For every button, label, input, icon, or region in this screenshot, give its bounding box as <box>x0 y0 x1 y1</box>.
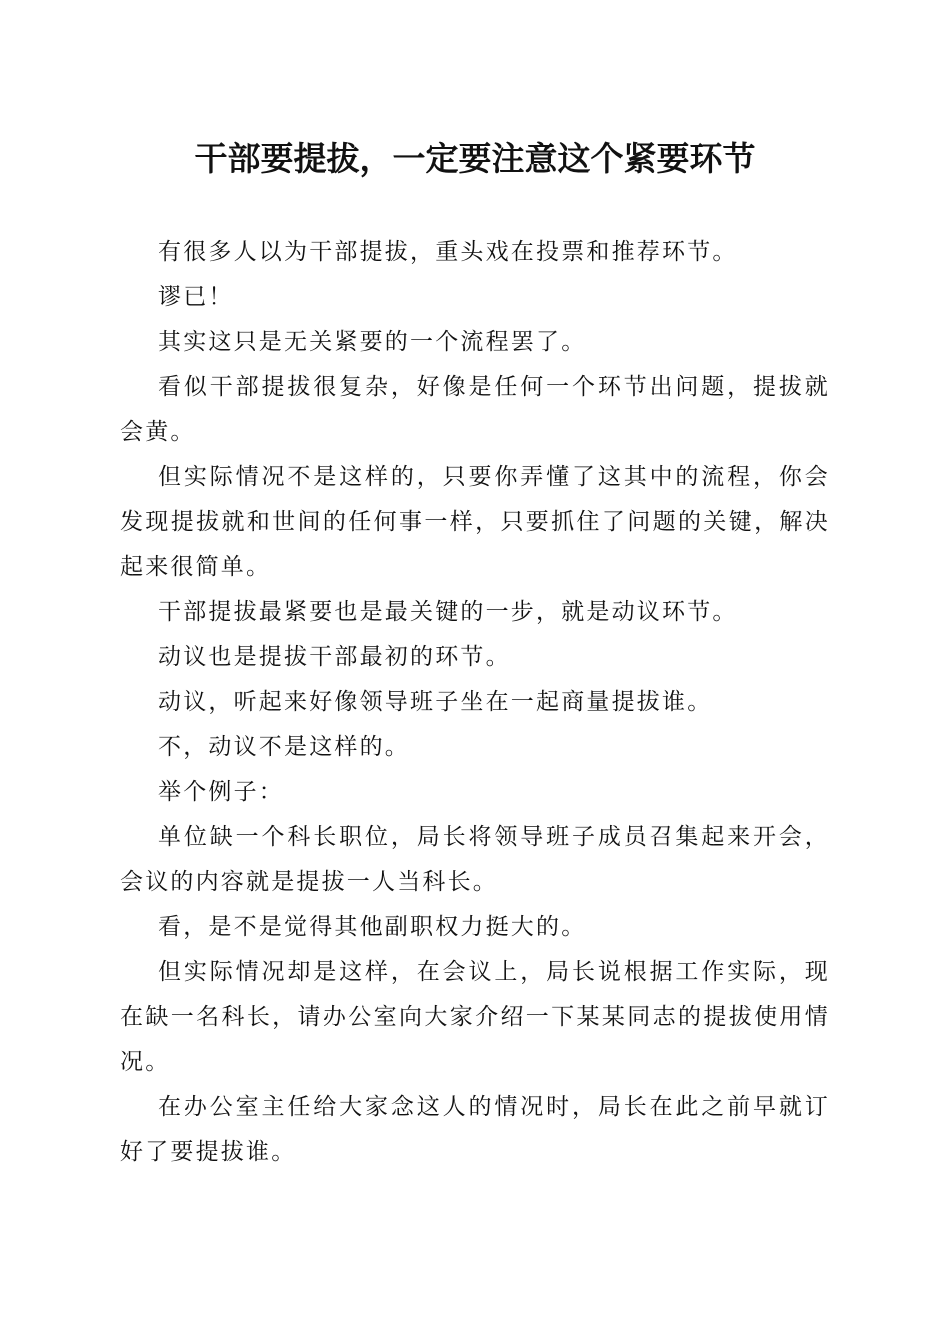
paragraph: 看，是不是觉得其他副职权力挺大的。 <box>158 914 587 940</box>
paragraph: 干部提拔最紧要也是最关键的一步，就是动议环节。 <box>158 599 738 625</box>
paragraph: 动议，听起来好像领导班子坐在一起商量提拔谁。 <box>158 689 713 715</box>
paragraph: 看似干部提拔很复杂，好像是任何一个环节出问题，提拔就会黄。 <box>120 374 830 445</box>
paragraph: 动议也是提拔干部最初的环节。 <box>158 644 511 670</box>
paragraph: 其实这只是无关紧要的一个流程罢了。 <box>158 329 587 355</box>
paragraph: 但实际情况却是这样，在会议上，局长说根据工作实际，现在缺一名科长，请办公室向大家介绍一下某某同志的提拔使用情况。 <box>120 959 830 1075</box>
paragraph: 但实际情况不是这样的，只要你弄懂了这其中的流程，你会发现提拔就和世间的任何事一样，只要抓住了问题的关键，解决起来很简单。 <box>120 464 830 580</box>
paragraph: 不，动议不是这样的。 <box>158 734 410 760</box>
paragraph: 举个例子： <box>158 779 284 805</box>
paragraph: 在办公室主任给大家念这人的情况时，局长在此之前早就订好了要提拔谁。 <box>120 1094 830 1165</box>
paragraph: 单位缺一个科长职位，局长将领导班子成员召集起来开会，会议的内容就是提拔一人当科长。 <box>120 824 830 895</box>
paragraph: 谬已！ <box>158 284 234 310</box>
paragraph: 有很多人以为干部提拔，重头戏在投票和推荐环节。 <box>158 239 738 265</box>
document-title: 干部要提拔，一定要注意这个紧要环节 <box>194 139 756 178</box>
document-body <box>120 230 830 1175</box>
